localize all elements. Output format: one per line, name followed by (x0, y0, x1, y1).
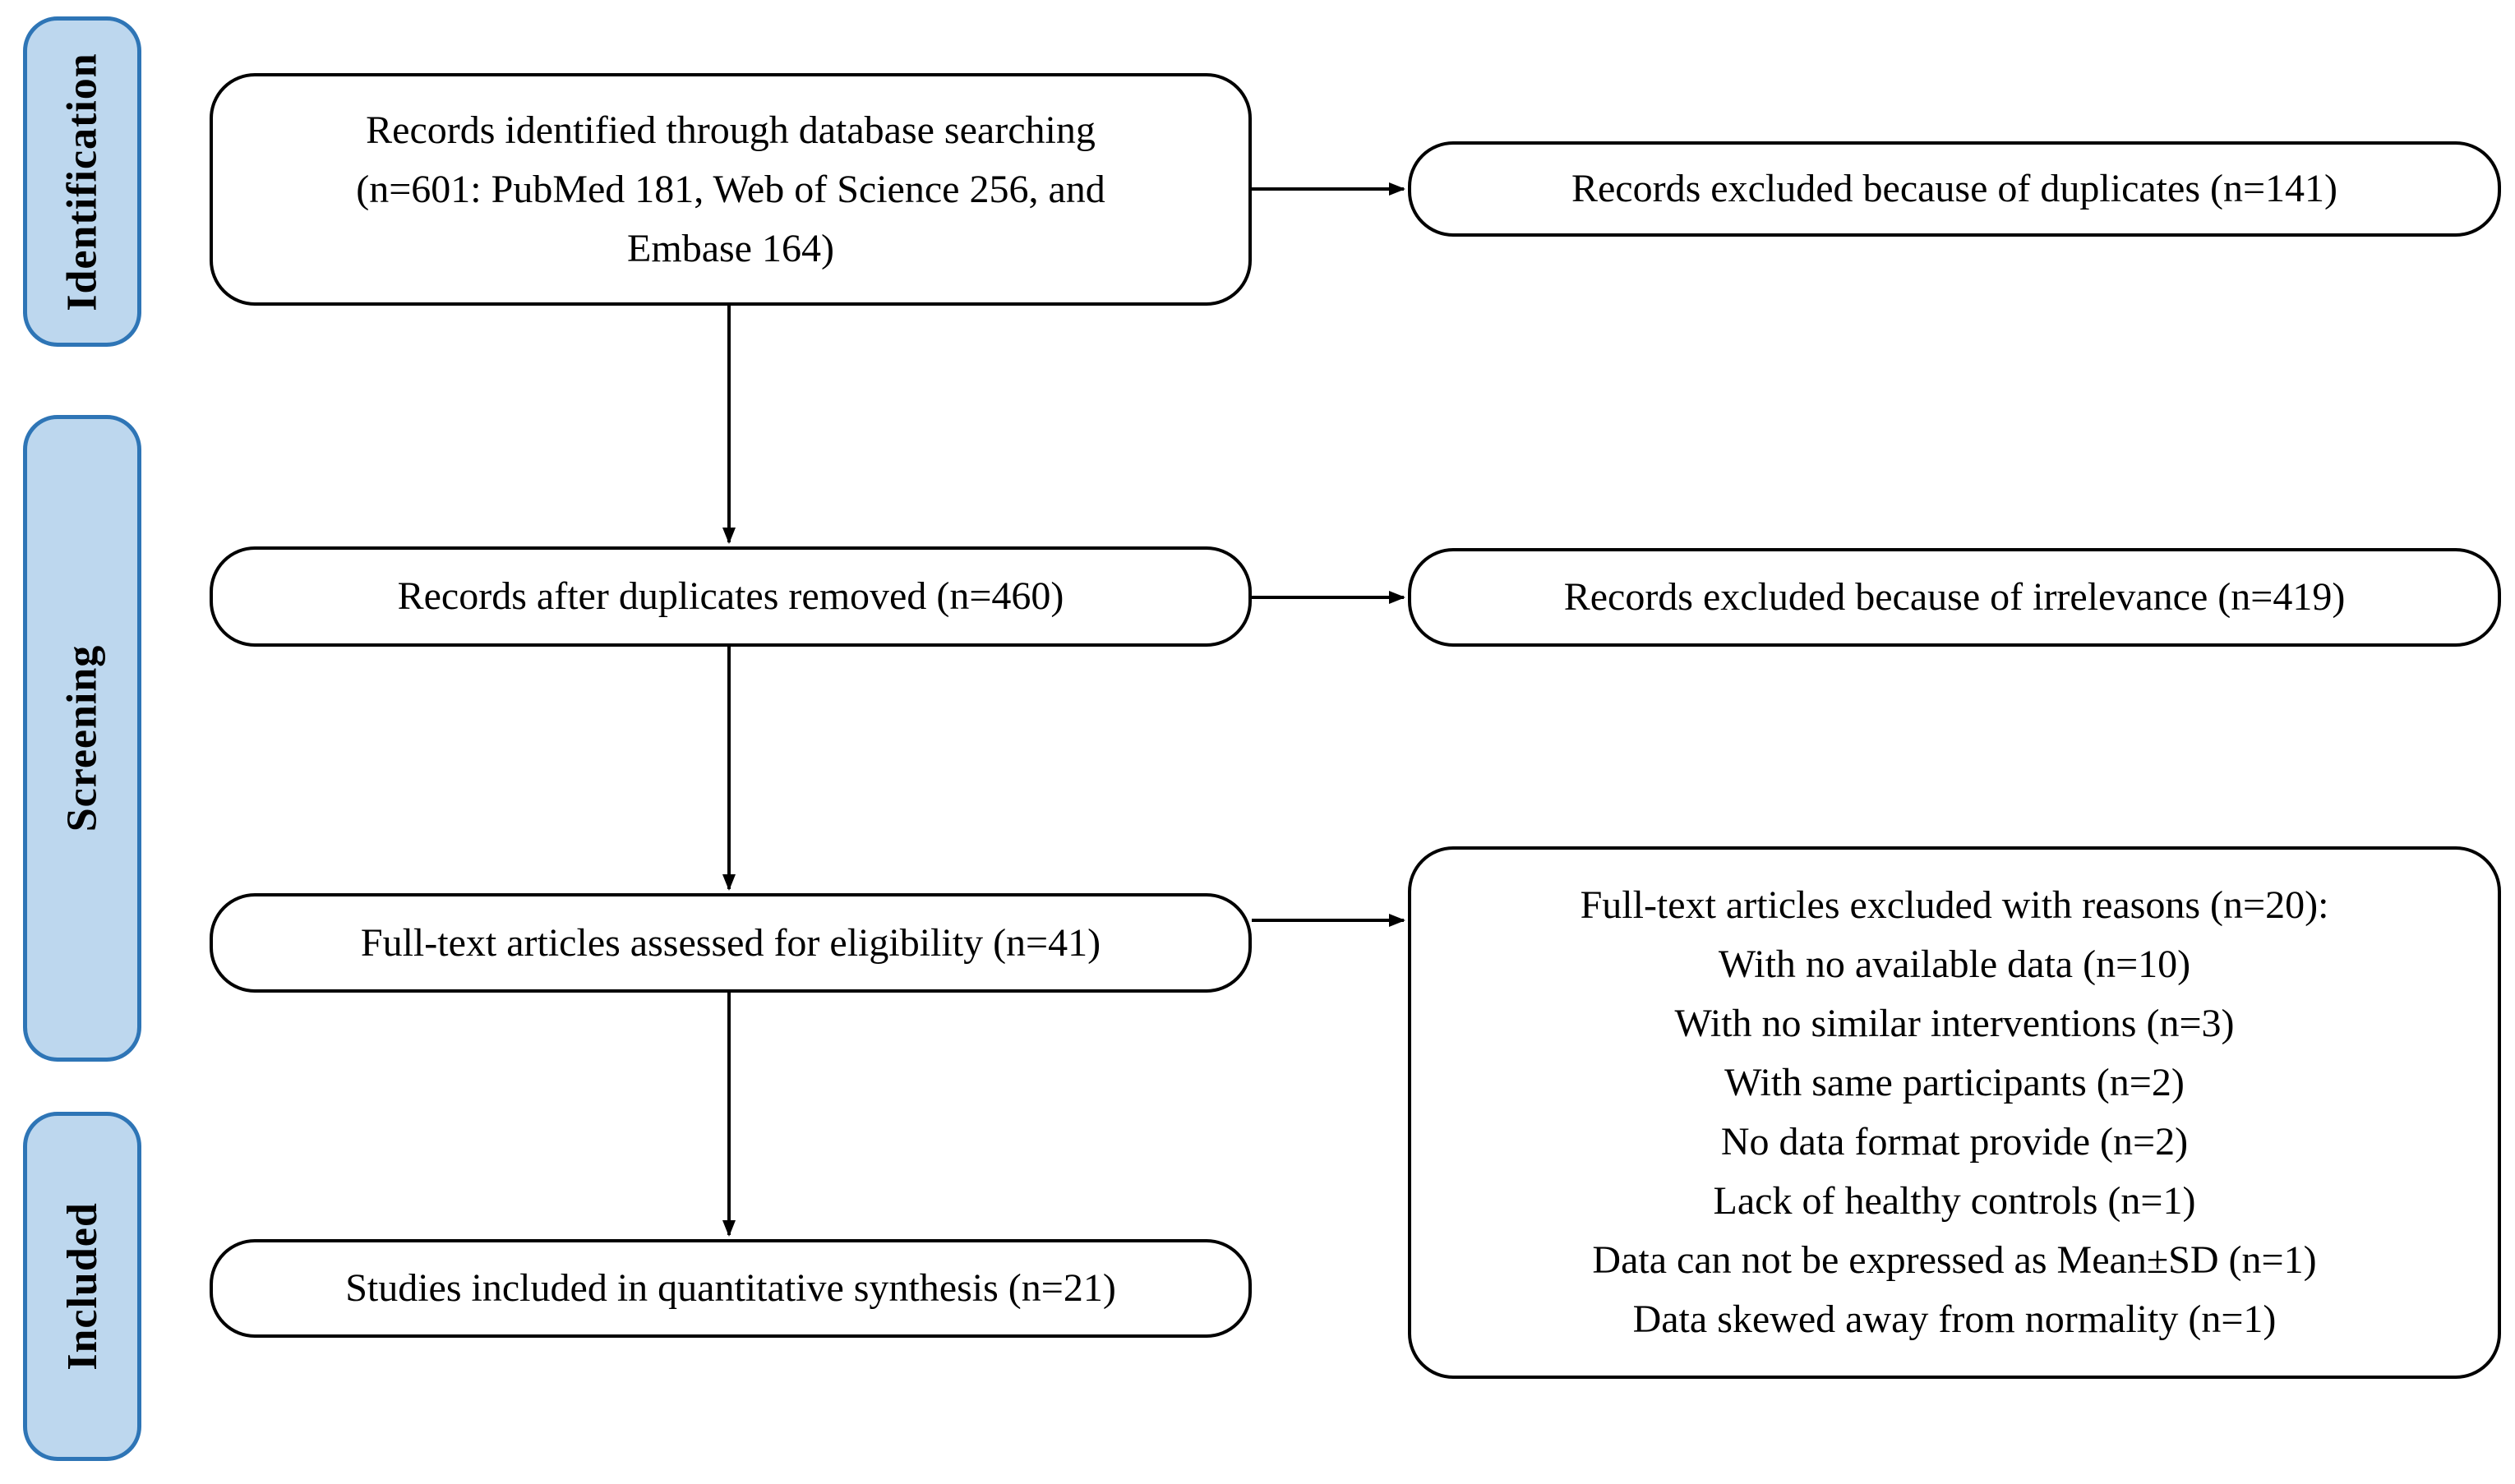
stage-label-screening (23, 415, 141, 1062)
box-text-line: Records identified through database searching (366, 108, 1096, 152)
stage-label-text: Included (58, 1202, 106, 1371)
box-text: Studies included in quantitative synthesis (n=21) (345, 1266, 1116, 1310)
box-text: Records excluded because of irrelevance (n=419) (1563, 575, 2346, 619)
box-fulltext-excluded (1408, 846, 2501, 1379)
exclusion-reason: Data can not be expressed as Mean±SD (n=1) (1592, 1238, 2317, 1282)
box-records-excluded-duplicates (1408, 141, 2501, 237)
stage-label-text: Screening (58, 644, 106, 832)
stage-label-text: Identification (58, 52, 106, 311)
box-records-excluded-irrelevance (1408, 548, 2501, 647)
box-records-identified (210, 73, 1252, 306)
exclusion-reason-list (1592, 935, 2316, 1349)
stage-label-identification (23, 16, 141, 347)
exclusion-title: Full-text articles excluded with reasons (n=20): (1580, 883, 2329, 927)
box-text: Records excluded because of duplicates (n=141) (1571, 167, 2338, 210)
box-text: Records after duplicates removed (n=460) (397, 574, 1064, 618)
exclusion-reason: With same participants (n=2) (1724, 1061, 2185, 1104)
box-text-line: Embase 164) (627, 226, 834, 270)
exclusion-reason: With no similar interventions (n=3) (1674, 1002, 2235, 1045)
exclusion-reason: Lack of healthy controls (n=1) (1713, 1179, 2196, 1223)
stage-label-included (23, 1112, 141, 1461)
box-records-after-duplicates-removed (210, 546, 1252, 647)
box-text: Full-text articles assessed for eligibility (n=41) (360, 920, 1101, 965)
box-text-line: (n=601: PubMed 181, Web of Science 256, and (356, 167, 1105, 211)
exclusion-reason: Data skewed away from normality (n=1) (1632, 1297, 2277, 1341)
box-fulltext-assessed (210, 893, 1252, 993)
exclusion-reason: With no available data (n=10) (1718, 942, 2191, 986)
box-studies-included (210, 1239, 1252, 1338)
exclusion-reason: No data format provide (n=2) (1720, 1120, 2189, 1164)
